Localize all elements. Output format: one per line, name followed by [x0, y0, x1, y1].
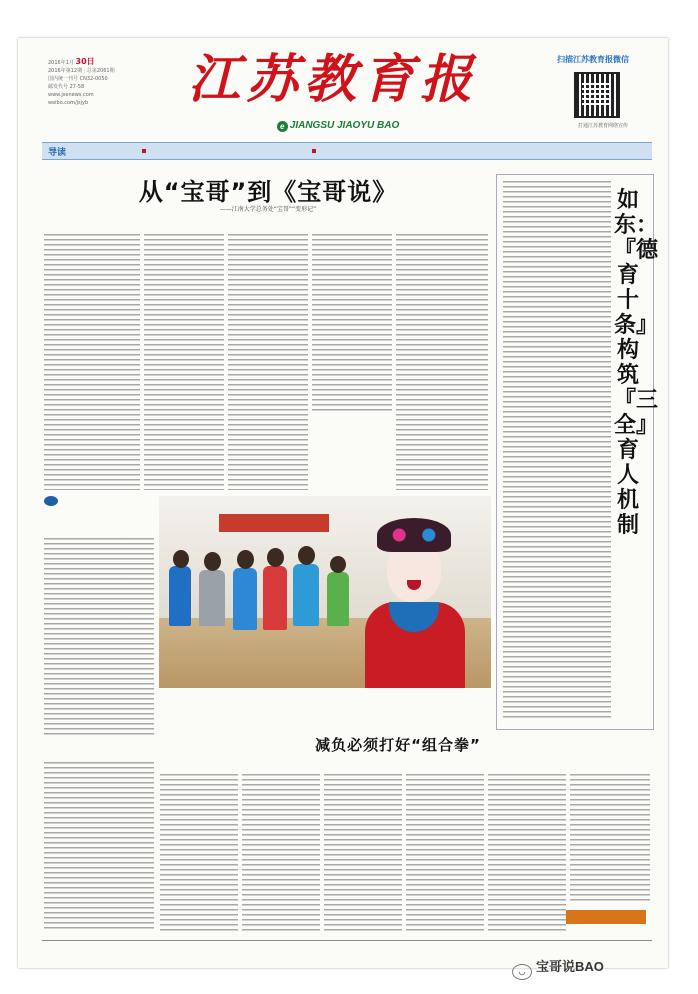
child-head [173, 550, 189, 568]
wechat-label: 扫描江苏教育报微信 [557, 55, 629, 64]
section-logo [44, 496, 124, 506]
date-big: 30日 [75, 57, 95, 66]
date-small: 2016年1月 [48, 60, 74, 66]
body-text-column [312, 234, 392, 414]
watermark-brand [512, 956, 604, 980]
performer-headdress [377, 518, 451, 552]
body-text-column [242, 774, 320, 934]
body-text-column [44, 538, 154, 738]
e-logo-icon: e [277, 121, 288, 132]
child-figure [199, 570, 225, 626]
wechat-icon: ◡ [512, 964, 532, 980]
child-head [267, 548, 284, 567]
photo-banner [219, 514, 329, 532]
guide-item[interactable] [312, 148, 318, 155]
qr-code-icon[interactable] [574, 72, 620, 118]
body-text-column [160, 774, 238, 934]
child-figure [233, 568, 257, 630]
bullet-icon [142, 149, 146, 153]
meta-line: 国内统一刊号 CN32-0050 [48, 76, 108, 82]
body-text-column [44, 234, 140, 490]
body-text-column [44, 762, 154, 932]
child-figure [293, 564, 319, 626]
meta-line: 2016年第12期 · 总第2061期 [48, 68, 115, 74]
page-footer [42, 940, 652, 944]
guide-item[interactable] [142, 148, 148, 155]
newspaper-title: 江苏教育报 [187, 49, 478, 110]
child-head [237, 550, 254, 569]
subtitle-text: JIANGSU JIAOYU BAO [289, 120, 400, 131]
body-text-column [228, 234, 308, 490]
guide-bar [42, 142, 652, 160]
meta-line: www.jsenews.com [48, 92, 94, 98]
child-head [330, 556, 346, 573]
child-figure [263, 566, 287, 630]
body-text-column [570, 774, 650, 904]
news-photo[interactable] [159, 496, 491, 688]
guide-label: 导读 [48, 148, 67, 158]
body-text-column [324, 774, 402, 934]
column-stamp [566, 910, 646, 924]
meta-line: weibo.com/jsjyb [48, 100, 89, 106]
second-headline[interactable]: 减负必须打好“组合拳” [315, 736, 481, 754]
newspaper-page [18, 38, 668, 968]
body-text-column [396, 234, 488, 490]
body-text-column [144, 234, 224, 490]
body-text-column [488, 774, 566, 934]
brand-name: 宝哥说BAO [536, 959, 604, 974]
opera-performer [359, 510, 469, 688]
lead-headline[interactable]: 从“宝哥”到《宝哥说》 [138, 178, 398, 206]
masthead-meta [48, 58, 144, 107]
qr-caption: 打通江苏教育网络宣传 [577, 123, 628, 129]
child-head [204, 552, 221, 571]
child-figure [327, 572, 349, 626]
side-text-column [503, 181, 611, 721]
newspaper-subtitle [228, 120, 448, 132]
lead-subhead: ——江南大学总务处“宝哥”“变形记” [219, 206, 317, 213]
body-text-column [406, 774, 484, 934]
child-head [298, 546, 315, 565]
child-figure [169, 566, 191, 626]
side-headline[interactable]: 如东：『德育十条』构筑『三全』育人机制 [614, 188, 659, 538]
meta-line: 邮发代号 27-58 [48, 84, 85, 90]
bullet-icon [312, 149, 316, 153]
